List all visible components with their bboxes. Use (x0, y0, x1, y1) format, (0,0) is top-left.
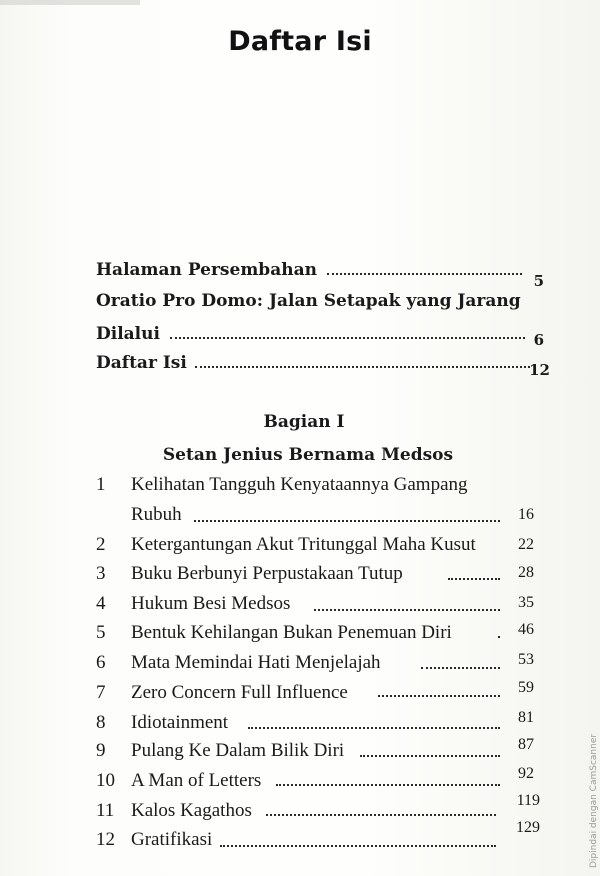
dot-leader (421, 667, 500, 669)
dot-leader (378, 695, 500, 697)
toc-entry-title: Daftar Isi (96, 353, 187, 373)
chapter-title: A Man of Letters (131, 770, 262, 791)
dot-leader (314, 609, 500, 611)
page-edge-shadow (0, 0, 140, 5)
chapter-title: Mata Memindai Hati Menjelajah (131, 652, 381, 673)
dot-leader (448, 578, 500, 580)
chapter-title: Bentuk Kehilangan Bukan Penemuan Diri (131, 622, 452, 643)
chapter-title: Idiotainment (131, 712, 229, 733)
chapter-title: Ketergantungan Akut Tritunggal Maha Kusut (131, 534, 476, 555)
chapter-title: Kalos Kagathos (131, 800, 252, 821)
chapter-page: 53 (518, 651, 534, 668)
section-part: Bagian I (263, 412, 345, 432)
chapter-page: 35 (518, 594, 534, 611)
chapter-number: 9 (96, 740, 106, 761)
chapter-row (96, 679, 534, 706)
chapter-page: 46 (518, 621, 534, 638)
chapter-number: 12 (96, 829, 115, 850)
dot-leader (248, 727, 500, 729)
page-title: Daftar Isi (228, 26, 372, 57)
chapter-title: Hukum Besi Medsos (131, 593, 291, 614)
chapter-number: 4 (96, 593, 106, 614)
chapter-number: 8 (96, 712, 106, 733)
toc-entry-page: 6 (533, 331, 544, 349)
toc-front-entry (96, 260, 544, 290)
dot-leader (170, 337, 525, 339)
toc-entry-title: Halaman Persembahan (96, 260, 317, 280)
chapter-row (96, 593, 534, 617)
toc-entry-page: 12 (529, 361, 550, 379)
chapter-number: 10 (96, 770, 115, 791)
chapter-page: 81 (518, 709, 534, 726)
scanner-watermark-text: Dipindai dengan CamScanner (589, 733, 599, 868)
section-name: Setan Jenius Bernama Medsos (162, 445, 454, 465)
toc-entry-title-line1: Oratio Pro Domo: Jalan Setapak yang Jarang (96, 291, 521, 311)
chapter-page: 59 (518, 679, 534, 696)
chapter-page: 129 (516, 819, 540, 836)
chapter-page: 119 (516, 792, 540, 809)
chapter-page: 87 (518, 736, 534, 753)
toc-front-entry (96, 291, 530, 311)
chapter-number: 11 (96, 800, 115, 821)
chapter-row (96, 819, 540, 853)
chapter-number: 7 (96, 682, 106, 703)
chapter-row (96, 622, 534, 646)
dot-leader (327, 273, 522, 275)
dot-leader (266, 814, 496, 816)
chapter-title: Buku Berbunyi Perpustakaan Tutup (131, 563, 403, 584)
chapter-number: 5 (96, 622, 106, 643)
chapter-page: 16 (518, 506, 534, 523)
chapter-row (96, 736, 534, 764)
dot-leader (360, 755, 500, 757)
chapter-number: 2 (96, 534, 106, 555)
chapter-title: Zero Concern Full Influence (131, 682, 348, 703)
chapter-title: Gratifikasi (131, 829, 213, 850)
chapter-row (96, 474, 534, 498)
chapter-title: Pulang Ke Dalam Bilik Diri (131, 740, 345, 761)
chapter-row (96, 792, 540, 824)
chapter-title-line2: Rubuh (131, 504, 182, 525)
chapter-row (96, 504, 534, 528)
dot-leader (276, 784, 500, 786)
chapter-row (96, 563, 534, 587)
chapter-row (96, 709, 534, 736)
dot-leader (220, 845, 496, 847)
chapter-number: 1 (96, 474, 106, 495)
chapter-page: 22 (518, 536, 534, 553)
chapter-row (96, 765, 534, 794)
dot-leader (195, 366, 530, 368)
toc-front-entry (96, 353, 550, 379)
dot-leader (498, 636, 500, 638)
chapter-page: 92 (518, 765, 534, 782)
chapter-number: 6 (96, 652, 106, 673)
toc-entry-page: 5 (533, 272, 544, 290)
scanner-watermark (578, 720, 599, 870)
chapter-title-line1: Kelihatan Tangguh Kenyataannya Gampang (131, 474, 468, 495)
toc-entry-title-line2: Dilalui (96, 324, 160, 344)
chapter-row (96, 534, 534, 558)
dot-leader (194, 520, 500, 522)
chapter-page: 28 (518, 564, 534, 581)
chapter-number: 3 (96, 563, 106, 584)
toc-front-entry (96, 324, 544, 349)
chapter-row (96, 652, 534, 676)
